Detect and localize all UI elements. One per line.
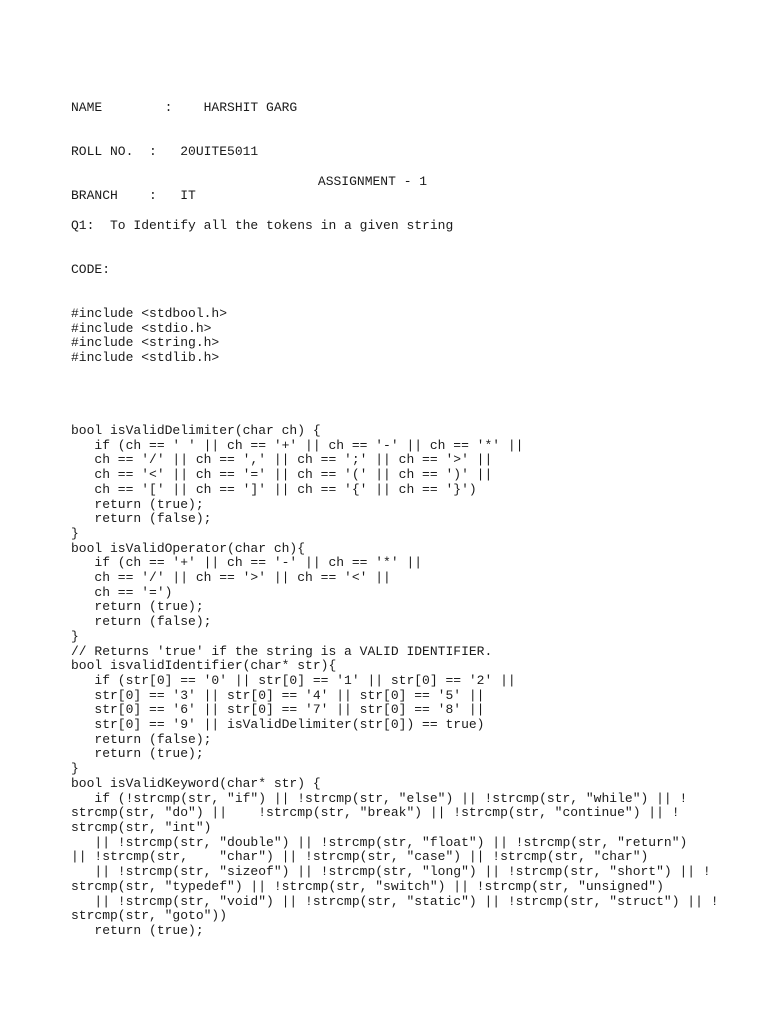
code-line: ch == '/' || ch == '>' || ch == '<' || (71, 570, 391, 586)
include-line: #include <string.h> (71, 335, 220, 351)
branch-line: BRANCH : IT (71, 187, 196, 203)
code-line: } (71, 525, 79, 541)
code-line: if (ch == ' ' || ch == '+' || ch == '-' || ch == '*' || (71, 437, 524, 453)
code-line: strcmp(str, "typedef") || !strcmp(str, "switch") || !strcmp(str, "unsigned") (71, 878, 664, 894)
code-line: return (true); (71, 922, 204, 938)
code-line: } (71, 761, 79, 777)
code-line: str[0] == '9' || isValidDelimiter(str[0]) == true) (71, 717, 485, 733)
code-line: if (!strcmp(str, "if") || !strcmp(str, "else") || !strcmp(str, "while") || ! (71, 790, 688, 806)
code-line: ch == '<' || ch == '=' || ch == '(' || ch == ')' || (71, 467, 493, 483)
code-line: return (false); (71, 614, 212, 630)
code-line: return (false); (71, 511, 212, 527)
code-line: bool isValidOperator(char ch){ (71, 540, 306, 556)
code-block (71, 423, 719, 939)
include-line: #include <stdlib.h> (71, 349, 220, 365)
code-line: if (str[0] == '0' || str[0] == '1' || str[0] == '2' || (71, 672, 516, 688)
code-line: strcmp(str, "do") || !strcmp(str, "break") || !strcmp(str, "continue") || ! (71, 805, 680, 821)
name-line: NAME : HARSHIT GARG (71, 100, 298, 116)
include-line: #include <stdbool.h> (71, 306, 228, 321)
code-line: // Returns 'true' if the string is a VALID IDENTIFIER. (71, 643, 493, 659)
code-line: || !strcmp(str, "sizeof") || !strcmp(str, "long") || !strcmp(str, "short") || ! (71, 864, 711, 880)
question-text: Q1: To Identify all the tokens in a given string (71, 218, 454, 233)
code-line: strcmp(str, "int") (71, 819, 212, 835)
code-line: bool isValidDelimiter(char ch) { (71, 423, 321, 438)
code-line: bool isValidKeyword(char* str) { (71, 775, 321, 791)
code-line: return (false); (71, 731, 212, 747)
code-line: return (true); (71, 599, 204, 615)
include-directives (71, 307, 227, 365)
code-line: return (true); (71, 746, 204, 762)
code-line: || !strcmp(str, "void") || !strcmp(str, "static") || !strcmp(str, "struct") || ! (71, 893, 719, 909)
code-line: bool isvalidIdentifier(char* str){ (71, 658, 337, 674)
code-line: str[0] == '3' || str[0] == '4' || str[0] == '5' || (71, 687, 485, 703)
code-line: ch == '/' || ch == ',' || ch == ';' || ch == '>' || (71, 452, 493, 468)
roll-number-line: ROLL NO. : 20UITE5011 (71, 143, 259, 159)
code-line: } (71, 628, 79, 644)
code-line: || !strcmp(str, "double") || !strcmp(str, "float") || !strcmp(str, "return") (71, 834, 688, 850)
code-line: || !strcmp(str, "char") || !strcmp(str, "case") || !strcmp(str, "char") (71, 849, 649, 865)
code-line: ch == '=') (71, 584, 173, 600)
assignment-title: ASSIGNMENT - 1 (317, 174, 428, 189)
code-label: CODE: (71, 262, 111, 277)
code-line: str[0] == '6' || str[0] == '7' || str[0] == '8' || (71, 702, 485, 718)
code-line: strcmp(str, "goto")) (71, 908, 228, 924)
code-line: return (true); (71, 496, 204, 512)
student-info-block (71, 72, 297, 233)
code-line: ch == '[' || ch == ']' || ch == '{' || ch == '}') (71, 481, 477, 497)
code-line: if (ch == '+' || ch == '-' || ch == '*' || (71, 555, 423, 571)
include-line: #include <stdio.h> (71, 320, 212, 336)
